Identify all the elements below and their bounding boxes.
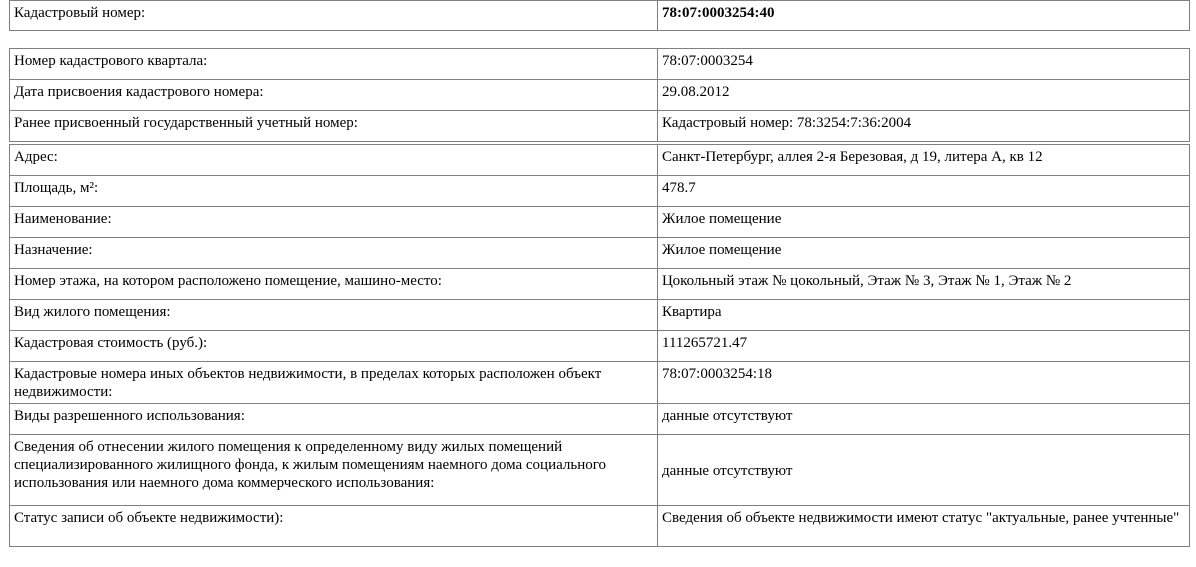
row-label: Номер этажа, на котором расположено помещение, машино-место: bbox=[10, 269, 658, 300]
table-row bbox=[10, 506, 1190, 547]
row-value: 111265721.47 bbox=[658, 331, 1190, 362]
row-value: 29.08.2012 bbox=[658, 80, 1190, 111]
quarter-info-table bbox=[9, 48, 1190, 142]
row-label: Дата присвоения кадастрового номера: bbox=[10, 80, 658, 111]
table-row bbox=[10, 331, 1190, 362]
row-label: Виды разрешенного использования: bbox=[10, 404, 658, 435]
row-value: Цокольный этаж № цокольный, Этаж № 3, Этаж № 1, Этаж № 2 bbox=[658, 269, 1190, 300]
table-row bbox=[10, 435, 1190, 506]
row-value: 478.7 bbox=[658, 176, 1190, 207]
row-label: Адрес: bbox=[10, 145, 658, 176]
table-row bbox=[10, 362, 1190, 404]
row-label: Статус записи об объекте недвижимости): bbox=[10, 506, 658, 547]
table-row bbox=[10, 80, 1190, 111]
row-value: данные отсутствуют bbox=[658, 435, 1190, 506]
table-row bbox=[10, 404, 1190, 435]
row-value: Сведения об объекте недвижимости имеют статус "актуальные, ранее учтенные" bbox=[658, 506, 1190, 547]
row-label: Вид жилого помещения: bbox=[10, 300, 658, 331]
table-row bbox=[10, 207, 1190, 238]
table-row bbox=[10, 1, 1190, 31]
table-row bbox=[10, 269, 1190, 300]
row-label: Площадь, м²: bbox=[10, 176, 658, 207]
table-row bbox=[10, 300, 1190, 331]
row-label: Назначение: bbox=[10, 238, 658, 269]
row-label: Номер кадастрового квартала: bbox=[10, 49, 658, 80]
table-row bbox=[10, 238, 1190, 269]
row-label: Наименование: bbox=[10, 207, 658, 238]
row-label: Кадастровая стоимость (руб.): bbox=[10, 331, 658, 362]
row-label: Ранее присвоенный государственный учетный номер: bbox=[10, 111, 658, 142]
table-row bbox=[10, 145, 1190, 176]
table-row bbox=[10, 49, 1190, 80]
row-label: Сведения об отнесении жилого помещения к определенному виду жилых помещений специализированного жилищного фонда, к жилым помещениям наемного дома социального использования или наемного дома коммерческого использования: bbox=[10, 435, 658, 506]
cadastral-number-label: Кадастровый номер: bbox=[10, 1, 658, 31]
row-value: данные отсутствуют bbox=[658, 404, 1190, 435]
property-info-table bbox=[9, 144, 1190, 547]
table-row bbox=[10, 176, 1190, 207]
table-row bbox=[10, 111, 1190, 142]
row-value: Квартира bbox=[658, 300, 1190, 331]
row-value: Кадастровый номер: 78:3254:7:36:2004 bbox=[658, 111, 1190, 142]
row-value: Жилое помещение bbox=[658, 238, 1190, 269]
row-value: 78:07:0003254:18 bbox=[658, 362, 1190, 404]
row-value: 78:07:0003254 bbox=[658, 49, 1190, 80]
row-label: Кадастровые номера иных объектов недвижимости, в пределах которых расположен объект недвижимости: bbox=[10, 362, 658, 404]
cadastral-number-header-table bbox=[9, 0, 1190, 31]
cadastral-number-value: 78:07:0003254:40 bbox=[658, 1, 1190, 31]
row-value: Санкт-Петербург, аллея 2-я Березовая, д 19, литера А, кв 12 bbox=[658, 145, 1190, 176]
row-value: Жилое помещение bbox=[658, 207, 1190, 238]
